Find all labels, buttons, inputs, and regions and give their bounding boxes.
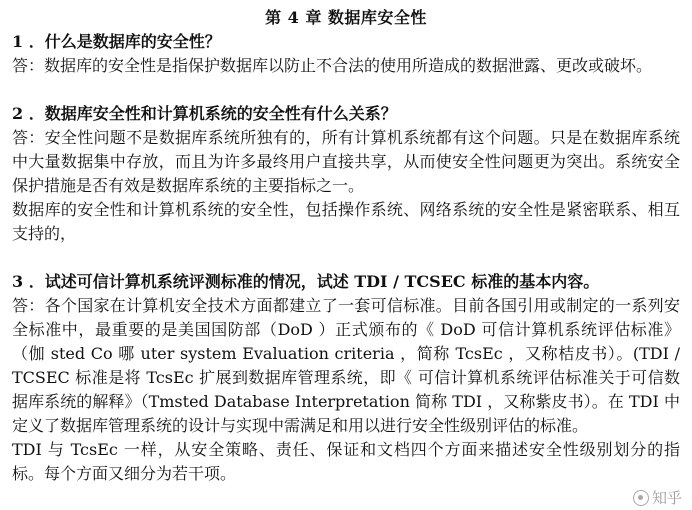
section-3 <box>12 270 680 486</box>
answer-2-paragraph-2: 数据库的安全性和计算机系统的安全性，包括操作系统、网络系统的安全性是紧密联系、相互支持的， <box>12 200 680 243</box>
section-1 <box>12 30 680 78</box>
wechat-channel-icon <box>633 490 649 506</box>
section-2 <box>12 102 680 246</box>
answer-2-paragraph-1: 答：安全性问题不是数据库系统所独有的，所有计算机系统都有这个问题。只是在数据库系统中大量数据集中存放，而且为许多最终用户直接共享，从而使安全性问题更为突出。系统安全保护措施是否有效是数据库系统的主要指标之一。 <box>12 128 680 195</box>
question-3: 3 ．试述可信计算机系统评测标准的情况，试述 TDI / TCSEC 标准的基本内容。 <box>12 272 600 291</box>
question-1: 1 ．什么是数据库的安全性？ <box>12 32 221 51</box>
watermark-text: 知乎 <box>651 489 682 507</box>
chapter-title: 第 4 章 数据库安全性 <box>265 8 427 27</box>
section-gap <box>12 246 680 270</box>
answer-3-paragraph-2: TDI 与 TcsEc 一样，从安全策略、责任、保证和文档四个方面来描述安全性级别划分的指标。每个方面又细分为若干项。 <box>12 440 680 483</box>
watermark <box>633 487 682 508</box>
section-gap <box>12 78 680 102</box>
question-2: 2 ．数据库安全性和计算机系统的安全性有什么关系？ <box>12 104 397 123</box>
answer-1-paragraph-1: 答：数据库的安全性是指保护数据库以防止不合法的使用所造成的数据泄露、更改或破坏。 <box>12 56 653 75</box>
answer-3-paragraph-1: 答：各个国家在计算机安全技术方面都建立了一套可信标准。目前各国引用或制定的一系列安全标准中，最重要的是美国国防部（DoD ）正式颁布的《 DoD 可信计算机系统评估标准》（伽 sted Co 哪 uter system Evaluation criteria ，简称 TcsEc ，又称桔皮书）。(TDI / TCSEC 标准是将 TcsEc 扩展到数据库管理系统，即《 可信计算机系统评估标准关于可信数据库系统的解释》（Tmsted Database Interpretation 简称 TDI ，又称紫皮书）。在 TDI 中定义了数据库管理系统的设计与实现中需满足和用以进行安全性级别评估的标准。 <box>12 296 680 435</box>
